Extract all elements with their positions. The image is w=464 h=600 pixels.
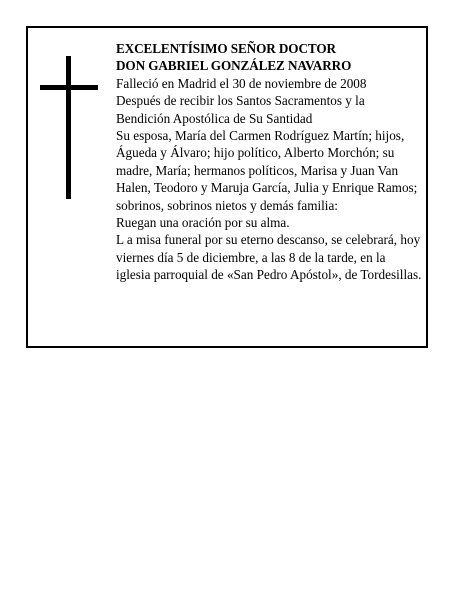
family-list: Su esposa, María del Carmen Rodríguez Martín; hijos, Águeda y Álvaro; hijo político, Alberto Morchón; su madre, María; hermanos políticos, Marisa y Juan Van Halen, Teodoro y Maruja García, Julia y Enrique Ramos; sobrinos, sobrinos nietos y demás familia: (116, 128, 418, 213)
obituary-text (116, 40, 422, 284)
obituary-notice (26, 26, 428, 348)
deceased-name: DON GABRIEL GONZÁLEZ NAVARRO (116, 58, 352, 74)
sacraments-statement: Después de recibir los Santos Sacramentos y la Bendición Apostólica de Su Santidad (116, 93, 365, 126)
deceased-title: EXCELENTÍSIMO SEÑOR DOCTOR (116, 41, 336, 56)
cross-vertical-bar (66, 56, 71, 199)
funeral-details: L a misa funeral por su eterno descanso, se celebrará, hoy viernes día 5 de diciembre, a las 8 de la tarde, en la iglesia parroquial de «San Pedro Apóstol», de Tordesillas. (116, 232, 422, 283)
death-statement: Falleció en Madrid el 30 de noviembre de 2008 (116, 75, 367, 91)
cross-horizontal-bar (40, 85, 98, 90)
prayer-request: Ruegan una oración por su alma. (116, 215, 290, 231)
